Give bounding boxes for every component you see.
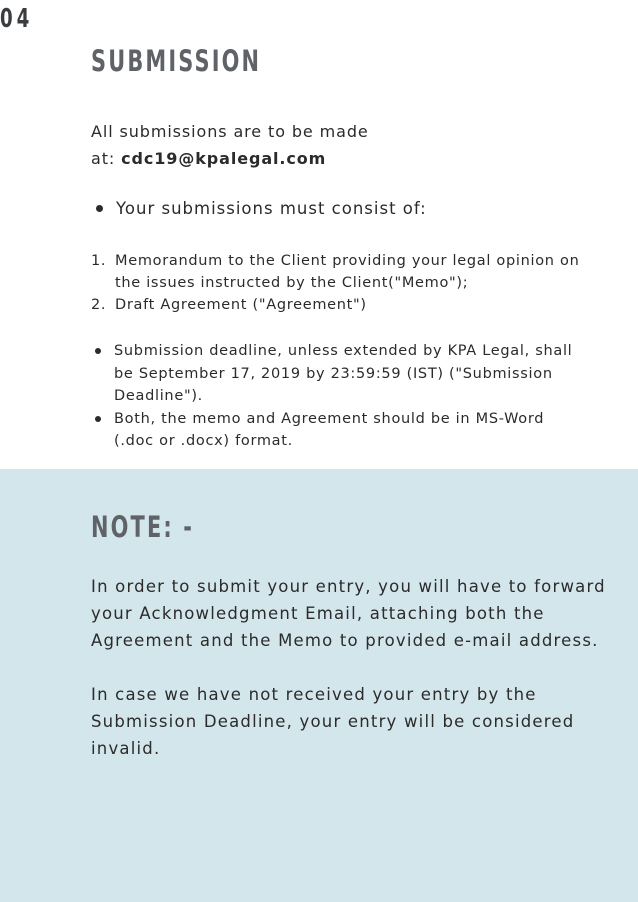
intro-line: All submissions are to be made: [91, 122, 369, 141]
consist-bullet-item: [96, 199, 427, 218]
submission-intro: [91, 118, 369, 172]
bullet-list: [91, 340, 574, 453]
list-number: 1.: [91, 253, 107, 269]
bullet-icon: [95, 416, 101, 422]
note-heading: NOTE: -: [91, 510, 195, 544]
note-paragraph: In case we have not received your entry by the Submission Deadline, your entry will be considered invalid.: [91, 685, 575, 758]
numbered-list: [91, 250, 585, 316]
list-number: 2.: [91, 297, 107, 313]
list-item-text: Draft Agreement ("Agreement"): [115, 297, 367, 313]
bullet-list-item: [91, 340, 574, 408]
bullet-list-item: [91, 408, 574, 453]
intro-at-label: at:: [91, 149, 122, 168]
list-item-text: Both, the memo and Agreement should be in MS-Word (.doc or .docx) format.: [114, 410, 545, 449]
page-number: 04: [0, 4, 34, 34]
submission-email-link[interactable]: cdc19@kpalegal.com: [121, 149, 327, 168]
note-body: [91, 573, 611, 789]
note-panel: [0, 469, 638, 902]
intro-email-line: [91, 145, 369, 172]
bullet-icon: [95, 348, 101, 354]
note-paragraph: In order to submit your entry, you will have to forward your Acknowledgment Email, attaching both the Agreement and the Memo to provided e-mail address.: [91, 577, 606, 650]
numbered-list-item: [91, 294, 585, 316]
numbered-list-item: [91, 250, 585, 294]
list-item-text: Submission deadline, unless extended by KPA Legal, shall be September 17, 2019 by 23:59:59 (IST) ("Submission Deadline").: [114, 343, 573, 404]
consist-label: Your submissions must consist of:: [116, 199, 427, 218]
submission-heading: SUBMISSION: [91, 44, 262, 78]
list-item-text: Memorandum to the Client providing your legal opinion on the issues instructed by the Client("Memo");: [115, 253, 580, 291]
bullet-icon: [96, 205, 103, 212]
